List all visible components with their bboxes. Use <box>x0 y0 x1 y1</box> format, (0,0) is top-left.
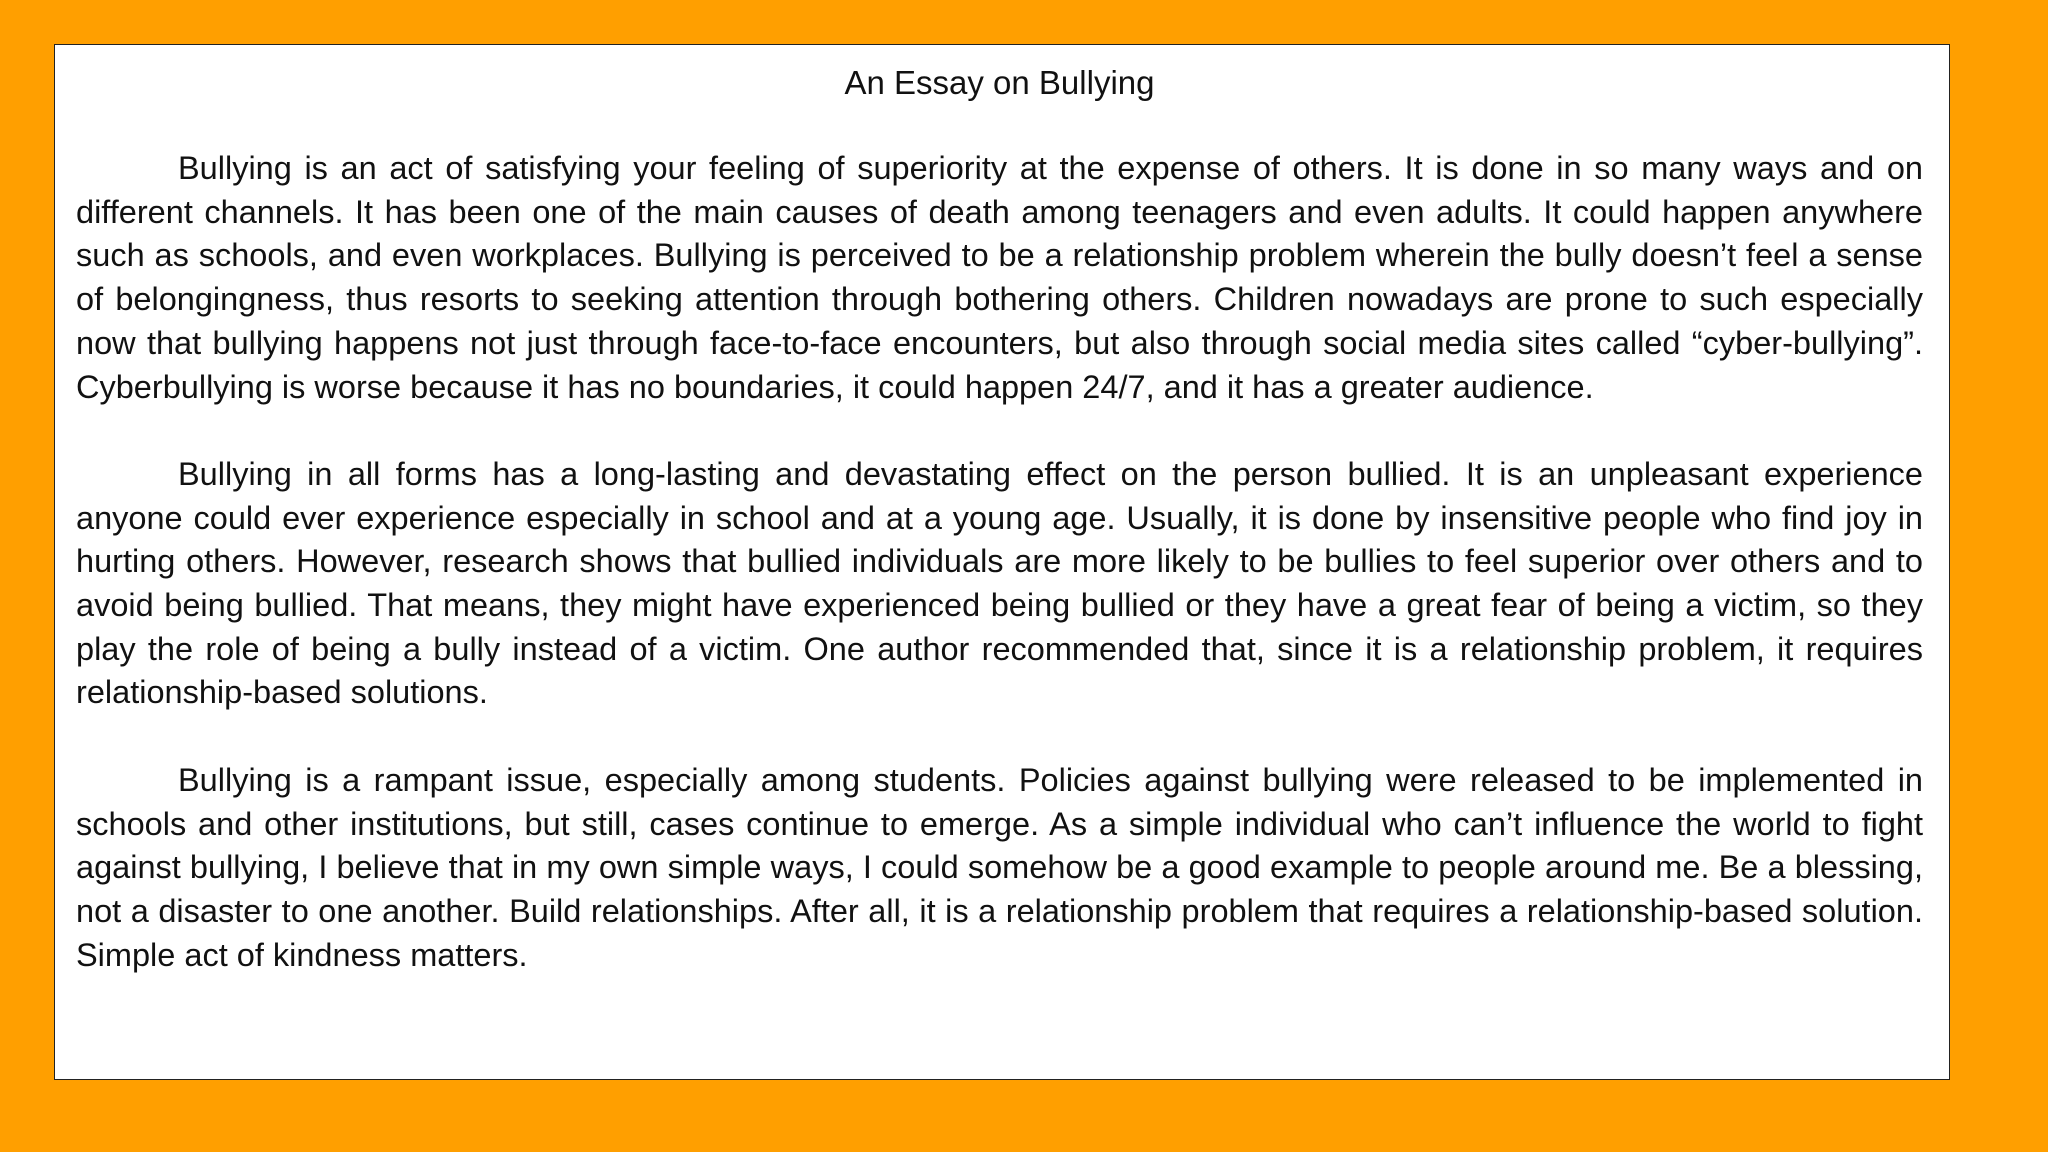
essay-page <box>54 44 1950 1080</box>
essay-paragraph-1: Bullying is an act of satisfying your feeling of superiority at the expense of others. It is done in so many ways and on different channels. It has been one of the main causes of death among teenagers and even adults. It could happen anywhere such as schools, and even workplaces. Bullying is perceived to be a relationship problem wherein the bully doesn’t feel a sense of belongingness, thus resorts to seeking attention through bothering others. Children nowadays are prone to such especially now that bullying happens not just through face-to-face encounters, but also through social media sites called “cyber-bullying”. Cyberbullying is worse because it has no boundaries, it could happen 24/7, and it has a greater audience. <box>76 150 1923 405</box>
essay-paragraph-3: Bullying is a rampant issue, especially among students. Policies against bullying were released to be implemented in schools and other institutions, but still, cases continue to emerge. As a simple individual who can’t influence the world to fight against bullying, I believe that in my own simple ways, I could somehow be a good example to people around me. Be a blessing, not a disaster to one another. Build relationships. After all, it is a relationship problem that requires a relationship-based solution. Simple act of kindness matters. <box>76 761 1923 973</box>
essay-title: An Essay on Bullying <box>844 64 1155 101</box>
essay-paragraph-2: Bullying in all forms has a long-lasting and devastating effect on the person bullied. It is an unpleasant experience anyone could ever experience especially in school and at a young age. Usually, it is done by insensitive people who find joy in hurting others. However, research shows that bullied individuals are more likely to be bullies to feel superior over others and to avoid being bullied. That means, they might have experienced being bullied or they have a great fear of being a victim, so they play the role of being a bully instead of a victim. One author recommended that, since it is a relationship problem, it requires relationship-based solutions. <box>76 455 1923 711</box>
